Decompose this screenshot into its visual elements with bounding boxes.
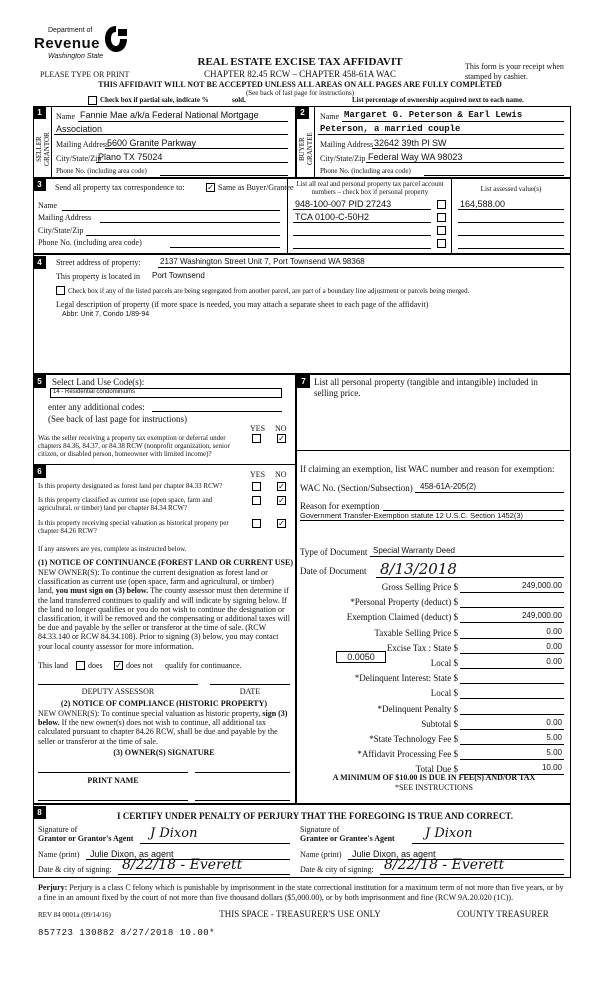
send-correspondence-label: Send all property tax correspondence to: [55, 183, 185, 192]
corr-city-label: City/State/Zip [38, 226, 84, 235]
sold-label: sold. [232, 96, 246, 104]
parcel-4-personal-checkbox[interactable] [437, 239, 446, 248]
seller-address-label: Mailing Address [56, 140, 110, 149]
notice-continuance-body-b: you must sign on (3) below. [55, 586, 149, 596]
seller-city-field[interactable]: Plano TX 75024 [98, 152, 163, 162]
dor-logo-icon [103, 24, 129, 54]
located-in-field[interactable]: Port Townsend [152, 271, 205, 280]
buyer-vertical-label: BUYER GRANTEE [298, 132, 314, 166]
buyer-name-field-line2[interactable]: Peterson, a married couple [320, 124, 461, 134]
sec6-q3-no-checkbox[interactable]: ✓ [278, 519, 285, 528]
legal-description-field[interactable]: Abbr: Unit 7, Condo 1/89-94 [62, 311, 150, 318]
grantee-agent-label: Grantee or Grantee's Agent [300, 834, 395, 843]
parcel-3-personal-checkbox[interactable] [437, 226, 446, 235]
section-3-number: 3 [33, 178, 46, 191]
local-rate-value: 0.0050 [347, 652, 375, 662]
calc-row-label: Gross Selling Price $ [381, 582, 458, 592]
sec6-q3-text: Is this property receiving special valuation as historical property per chapter 84.26 RCW? [38, 519, 229, 536]
buyer-address-label: Mailing Address [320, 140, 374, 149]
seller-name-field[interactable]: Fannie Mae a/k/a Federal National Mortgage [80, 110, 259, 120]
corr-name-label: Name [38, 201, 58, 210]
partial-sale-label: Check box if partial sale, indicate % [100, 96, 209, 104]
calc-row-label: Exemption Claimed (deduct) $ [346, 612, 458, 622]
ownership-label: List percentage of ownership acquired next to each name. [352, 96, 524, 104]
grantee-print-name-label: Name (print) [300, 850, 342, 859]
parcel-number-1[interactable]: 948-100-007 PID 27243 [295, 199, 392, 209]
notice-compliance-body-c: If the new owner(s) does not wish to continue, all additional tax calculated pursuant to chapter 84.26 RCW, shall be due and payable by the seller or transferor at the time of sale. [38, 718, 278, 746]
perjury-text: Perjury is a class C felony which is punishable by imprisonment in the state correctional institution for a maximum term of not more than five years, or by a fine in an amount fixed by the court of not more than five thousand dollars ($5,000.00), or by both imprisonment and fine (RCW 9A.20.020 (1C)). [38, 883, 564, 902]
form-number: REV 84 0001a (09/14/16) [38, 911, 111, 919]
buyer-address-field[interactable]: 32642 39th Pl SW [374, 138, 447, 148]
calc-row-value[interactable]: 0.00 [546, 718, 562, 727]
land-does-label: does [88, 661, 103, 670]
sec6-q2-no-checkbox[interactable]: ✓ [278, 496, 285, 505]
notice-compliance-title: (2) NOTICE OF COMPLIANCE (HISTORIC PROPERTY) [60, 699, 268, 708]
calc-row-label: Total Due $ [415, 764, 458, 774]
same-as-buyer-label: Same as Buyer/Grantee [218, 183, 294, 192]
doc-date-label: Date of Document [300, 566, 367, 576]
same-as-buyer-checkbox[interactable]: ✓ [207, 183, 214, 192]
grantor-agent-label: Grantor or Grantor's Agent [38, 834, 134, 843]
calc-row-value[interactable]: 10.00 [541, 763, 562, 772]
section-6-number: 6 [33, 465, 46, 478]
segregated-checkbox[interactable] [56, 286, 65, 295]
grantor-sig-label: Signature of [38, 825, 78, 834]
doc-type-label: Type of Document [300, 547, 368, 557]
calc-row-label: *Personal Property (deduct) $ [350, 597, 458, 607]
sec6-no-header: NO [275, 470, 287, 479]
grantor-print-name-label: Name (print) [38, 850, 80, 859]
sec5-q1-text: Was the seller receiving a property tax exemption or deferral under chapters 84.36, 84.37, or 84.38 RCW (nonprofit organization, senior citizen, or disabled person, homeowner with limited income)? [38, 434, 230, 459]
section-5-number: 5 [33, 375, 46, 388]
warning-text: THIS AFFIDAVIT WILL NOT BE ACCEPTED UNLESS ALL AREAS ON ALL PAGES ARE FULLY COMPLETED [98, 80, 502, 89]
grantor-signature[interactable]: J Dixon [150, 826, 198, 841]
calc-row-label: *State Technology Fee $ [369, 734, 458, 744]
seller-name-field-line2[interactable]: Association [56, 124, 103, 134]
sec6-q1-yes-checkbox[interactable] [252, 482, 261, 491]
sec6-q3-yes-checkbox[interactable] [252, 519, 261, 528]
doc-date-field[interactable]: 8/13/2018 [380, 560, 457, 578]
grantor-date-city-label: Date & city of signing: [38, 865, 112, 874]
deputy-assessor-label: DEPUTY ASSESSOR [81, 687, 155, 696]
owner-signature-label: (3) OWNER(S) SIGNATURE [113, 748, 215, 757]
seller-city-label: City/State/Zip [56, 154, 102, 163]
sec5-no-header: NO [275, 424, 287, 433]
logo-line3: Washington State [48, 53, 104, 60]
certify-statement: I CERTIFY UNDER PENALTY OF PERJURY THAT THE FOREGOING IS TRUE AND CORRECT. [116, 811, 513, 821]
segregated-label: Check box if any of the listed parcels are being segregated from another parcel, are part of a boundary line adjustment or parcels being merged. [68, 287, 470, 295]
doc-type-field[interactable]: Special Warranty Deed [373, 546, 455, 555]
sec6-q1-text: Is this property designated as forest land per chapter 84.33 RCW? [38, 482, 223, 490]
partial-sale-checkbox[interactable] [88, 96, 97, 105]
seller-name-label: Name [56, 112, 76, 121]
parcel-1-personal-checkbox[interactable] [437, 200, 446, 209]
buyer-name-field[interactable]: Margaret G. Peterson & Earl Lewis [344, 110, 523, 120]
perjury-bold: Perjury: [38, 883, 68, 892]
calc-row-label: Local $ [430, 658, 458, 668]
notice-continuance-title: (1) NOTICE OF CONTINUANCE (FOREST LAND OR CURRENT USE) [38, 558, 293, 567]
calc-row-value[interactable]: 249,000.00 [521, 611, 562, 620]
section-1-number: 1 [33, 106, 46, 119]
sec6-q1-no-checkbox[interactable]: ✓ [278, 482, 285, 491]
calc-row-label: Local $ [430, 688, 458, 698]
land-does-not-label: does not [126, 661, 153, 670]
assessed-value-1[interactable]: 164,588.00 [460, 199, 506, 209]
parcel-2-personal-checkbox[interactable] [437, 213, 446, 222]
parcel-number-2[interactable]: TCA 0100-C-50H2 [295, 212, 370, 222]
sec5-q1-yes-checkbox[interactable] [252, 434, 261, 443]
sec6-q2-text: Is this property classified as current use (open space, farm and agricultural, or timber) land per chapter 84.34 RCW? [38, 496, 213, 513]
logo-line1: Department of [48, 27, 93, 34]
see-back-note: (See back of last page for instructions) [245, 89, 355, 97]
section-7-number: 7 [297, 375, 310, 388]
sec5-yes-header: YES [250, 424, 266, 433]
calc-row-label: Excise Tax : State $ [386, 643, 458, 653]
calc-row-value[interactable]: 5.00 [546, 733, 562, 742]
grantee-signature[interactable]: J Dixon [425, 826, 473, 841]
print-note: PLEASE TYPE OR PRINT [40, 70, 130, 79]
wac-field[interactable]: 458-61A-205(2) [420, 482, 477, 491]
calc-row-label: Subtotal $ [421, 719, 458, 729]
personal-property-label: List all personal property (tangible and intangible) included in selling price. [314, 377, 538, 398]
notice-compliance-body-a: NEW OWNER(S): To continue special valuation as historic property, [38, 709, 261, 718]
notice-compliance-body-b: sign (3) below. [38, 709, 288, 728]
calc-row-value[interactable]: 5.00 [546, 748, 562, 757]
form-title: REAL ESTATE EXCISE TAX AFFIDAVIT [197, 56, 403, 68]
logo-line2: Revenue [34, 35, 101, 52]
county-treasurer-label: COUNTY TREASURER [457, 909, 549, 919]
sec6-q2-yes-checkbox[interactable] [252, 496, 261, 505]
assessed-value-header: List assessed value(s) [480, 185, 542, 193]
notice-continuance-body [38, 568, 290, 651]
grantee-date-city-field[interactable]: 8/22/18 - Everett [384, 857, 505, 873]
calc-row-value[interactable]: 0.00 [546, 627, 562, 636]
seller-address-field[interactable]: 5600 Granite Parkway [107, 138, 197, 148]
calc-row-label: *Affidavit Processing Fee $ [357, 749, 458, 759]
this-land-label: This land [38, 661, 68, 670]
qualify-label: qualify for continuance. [165, 661, 242, 670]
land-use-label: Select Land Use Code(s): [52, 377, 145, 387]
corr-phone-label: Phone No. (including area code) [38, 238, 142, 247]
minimum-due-note: A MINIMUM OF $10.00 IS DUE IN FEE(S) AND/OR TAX [332, 773, 536, 782]
notice-continuance-body-a: NEW OWNER(S): To continue the current designation as forest land or classification as current use (open space, farm and agricultural, or timber) land, [38, 568, 274, 596]
treasurer-stamp: 857723 130882 8/27/2018 10.00* [38, 928, 216, 938]
street-address-label: Street address of property: [56, 258, 141, 267]
calc-row-label: *Delinquent Penalty $ [377, 704, 458, 714]
grantee-date-city-label: Date & city of signing: [300, 865, 374, 874]
seller-vertical-label: SELLER GRANTOR [35, 132, 51, 166]
calc-row-value[interactable]: 0.00 [546, 657, 562, 666]
additional-codes-label: enter any additional codes: [48, 402, 145, 412]
perjury-statement [38, 883, 568, 902]
calc-row-value[interactable]: 0.00 [546, 642, 562, 651]
notice-compliance-body [38, 709, 290, 746]
grantee-sig-label: Signature of [300, 825, 340, 834]
located-in-label: This property is located in [56, 272, 140, 281]
grantee-print-name-field[interactable]: Julie Dixon, as agent [352, 849, 436, 859]
grantor-date-city-field[interactable]: 8/22/18 - Everett [122, 857, 243, 873]
legal-description-label: Legal description of property (if more space is needed, you may attach a separate sheet to each page of the affidavit) [56, 300, 429, 309]
parcel-header: List all real and personal property tax parcel account numbers – check box if personal property [296, 180, 444, 197]
street-address-field[interactable]: 2137 Washington Street Unit 7, Port Townsend WA 98368 [160, 257, 365, 266]
grantor-print-name-field[interactable]: Julie Dixon, as agent [90, 849, 174, 859]
buyer-name-label: Name [320, 112, 340, 121]
corr-address-label: Mailing Address [38, 213, 92, 222]
land-does-checkbox[interactable] [76, 661, 85, 670]
section-8-number: 8 [33, 806, 46, 819]
calc-row-value[interactable]: 249,000.00 [521, 581, 562, 590]
receipt-note: This form is your receipt when stamped by cashier. [465, 62, 564, 81]
sec6-yes-header: YES [250, 470, 266, 479]
exemption-label: If claiming an exemption, list WAC number and reason for exemption: [300, 464, 555, 474]
section-4-number: 4 [33, 256, 46, 269]
sec5-q1-no-checkbox[interactable]: ✓ [278, 434, 285, 443]
notice-continuance-body-c: The county assessor must then determine if the land transferred continues to qualify and will indicate by signing below. If the land no longer qualifies or you do not wish to continue the designation or classification, it will be removed and the compensating or additional taxes will be due and payable by the seller or transferor at the time of sale. (RCW 84.33.140 or RCW 84.34.108). Prior to signing (3) below, you may contact your local county assessor for more information. [38, 586, 290, 651]
treasurer-space-label: THIS SPACE - TREASURER'S USE ONLY [219, 909, 381, 919]
land-use-see-back: (See back of last page for instructions) [48, 414, 187, 424]
calc-row-label: *Delinquent Interest: State $ [354, 673, 458, 683]
dor-logo [34, 24, 134, 66]
assessor-date-label: DATE [239, 687, 261, 696]
reason-field[interactable]: Government Transfer-Exemption statute 12 U.S.C. Section 1452(3) [300, 511, 524, 520]
land-does-not-checkbox[interactable]: ✓ [115, 661, 122, 670]
section-2-number: 2 [296, 106, 309, 119]
wac-label: WAC No. (Section/Subsection) [300, 483, 413, 493]
buyer-city-field[interactable]: Federal Way WA 98023 [368, 152, 463, 162]
print-name-label: PRINT NAME [87, 776, 139, 785]
seller-phone-label: Phone No. (including area code) [56, 167, 147, 175]
buyer-city-label: City/State/Zip [320, 154, 366, 163]
calc-row-label: Taxable Selling Price $ [374, 628, 458, 638]
form-subtitle: CHAPTER 82.45 RCW – CHAPTER 458-61A WAC [204, 69, 396, 79]
reason-label: Reason for exemption [300, 501, 380, 511]
land-use-value: 14 - Residential condominiums [53, 389, 136, 395]
buyer-phone-label: Phone No. (including area code) [320, 167, 411, 175]
see-instructions-note: *SEE INSTRUCTIONS [394, 783, 473, 792]
if-yes-instruction: If any answers are yes, complete as instructed below. [38, 545, 187, 553]
